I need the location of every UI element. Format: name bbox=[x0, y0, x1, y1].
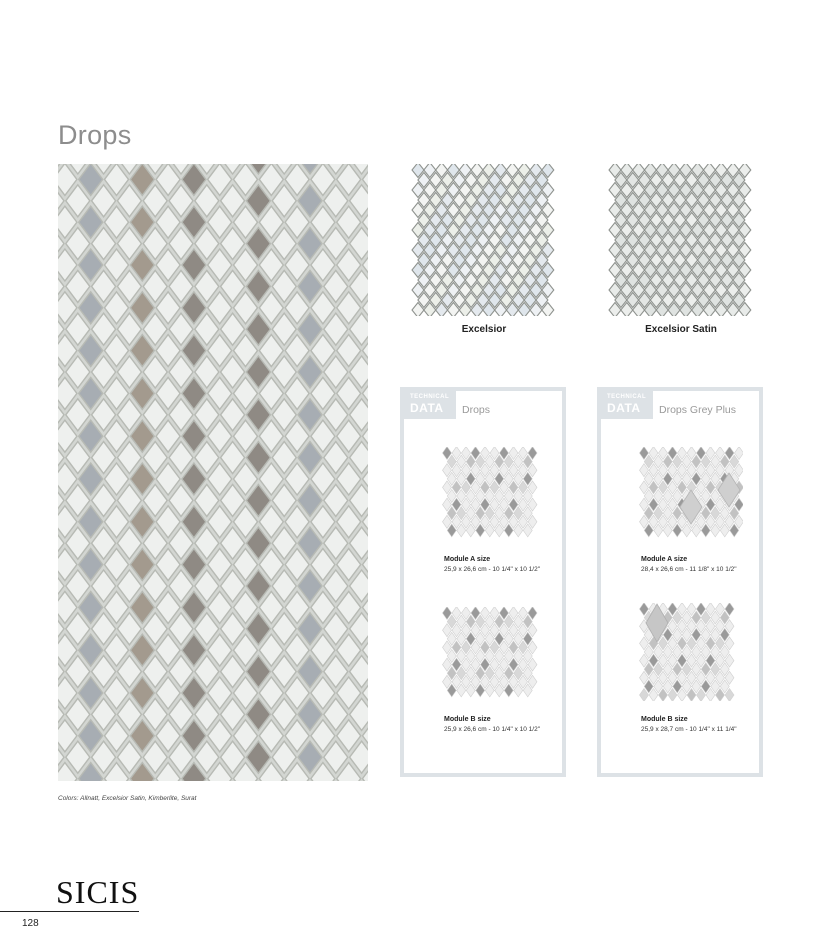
swatch-excelsior-satin-label: Excelsior Satin bbox=[645, 324, 717, 335]
swatch-excelsior-label: Excelsior bbox=[461, 324, 507, 335]
tech-data-badge bbox=[404, 391, 456, 419]
footer-rule bbox=[0, 911, 139, 912]
module-a-pattern bbox=[442, 447, 538, 541]
tech-data-card-drops bbox=[400, 387, 566, 777]
module-b-size: 25,9 x 28,7 cm - 10 1/4" x 11 1/4" bbox=[641, 726, 737, 733]
module-b-title: Module B size bbox=[444, 716, 491, 723]
module-a-title: Module A size bbox=[444, 556, 491, 563]
tech-data-card-drops-grey-plus bbox=[597, 387, 763, 777]
tech-data-big: DATA bbox=[607, 401, 641, 415]
module-b-pattern bbox=[639, 603, 735, 701]
page-title: Drops bbox=[58, 120, 132, 150]
page-number: 128 bbox=[22, 918, 39, 929]
module-b-pattern bbox=[442, 607, 538, 701]
tech-card-name: Drops Grey Plus bbox=[659, 404, 737, 416]
colors-caption: Colors: Allnatt, Excelsior Satin, Kimberlite, Surat bbox=[58, 795, 197, 802]
swatch-excelsior-satin-image bbox=[607, 164, 755, 316]
hero-mosaic-image bbox=[58, 164, 368, 781]
module-a-title: Module A size bbox=[641, 556, 688, 563]
tech-data-small: TECHNICAL bbox=[607, 394, 647, 400]
module-a-size: 25,9 x 26,6 cm - 10 1/4" x 10 1/2" bbox=[444, 566, 541, 573]
module-a-size: 28,4 x 26,6 cm - 11 1/8" x 10 1/2" bbox=[641, 566, 737, 573]
module-b-title: Module B size bbox=[641, 716, 688, 723]
tech-data-badge bbox=[601, 391, 653, 419]
module-a-pattern bbox=[639, 447, 743, 541]
swatch-excelsior-image bbox=[410, 164, 558, 316]
sicis-logo: SICIS bbox=[56, 874, 140, 910]
tech-data-big: DATA bbox=[410, 401, 444, 415]
tech-data-small: TECHNICAL bbox=[410, 394, 450, 400]
module-b-size: 25,9 x 26,6 cm - 10 1/4" x 10 1/2" bbox=[444, 726, 541, 733]
tech-card-name: Drops bbox=[462, 404, 491, 416]
